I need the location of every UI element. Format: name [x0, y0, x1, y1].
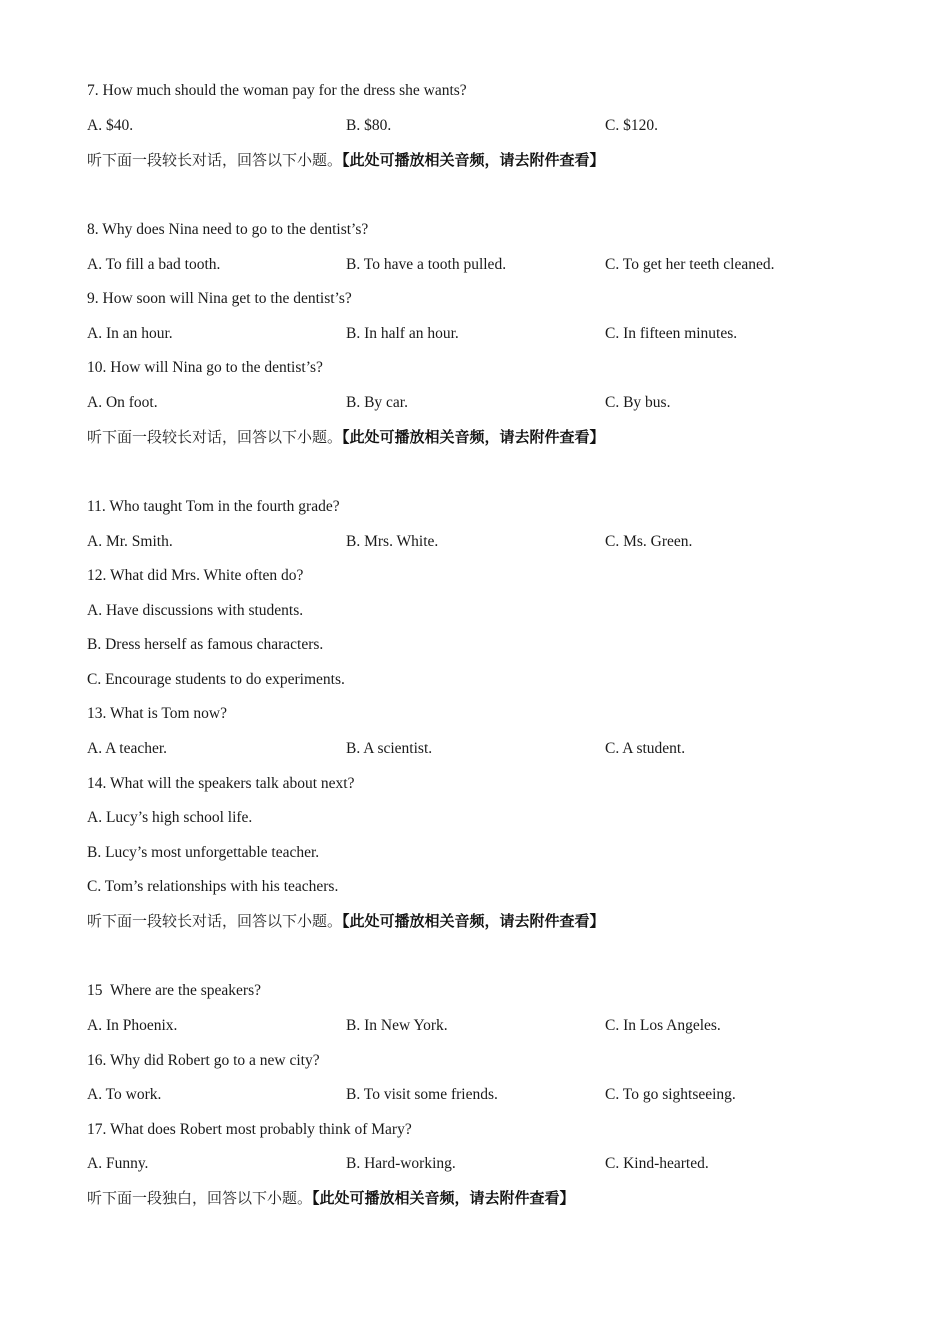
question-17-options: [87, 1154, 887, 1174]
question-16: 16. Why did Robert go to a new city?: [87, 1052, 320, 1069]
audio-placeholder-link[interactable]: 【此处可播放相关音频，请去附件查看】: [342, 428, 605, 446]
question-10-options: [87, 393, 887, 413]
option-b: B. In New York.: [346, 1017, 448, 1034]
option-c: C. In Los Angeles.: [605, 1017, 721, 1034]
audio-placeholder-link[interactable]: 【此处可播放相关音频，请去附件查看】: [342, 151, 605, 169]
option-c: C. Encourage students to do experiments.: [87, 671, 345, 688]
listening-instruction: [87, 150, 605, 170]
question-7-options: [87, 116, 887, 136]
question-14: 14. What will the speakers talk about next?: [87, 775, 355, 792]
option-b: B. Mrs. White.: [346, 533, 439, 550]
option-a: A. A teacher.: [87, 740, 168, 757]
instruction-text: 听下面一段较长对话，回答以下小题。: [87, 912, 343, 930]
option-c: C. A student.: [605, 740, 686, 757]
option-a: A. To fill a bad tooth.: [87, 256, 221, 273]
audio-placeholder-link[interactable]: 【此处可播放相关音频，请去附件查看】: [312, 1189, 575, 1207]
option-a: A. Have discussions with students.: [87, 602, 304, 619]
listening-instruction: [87, 427, 605, 447]
question-15: 15 Where are the speakers?: [87, 982, 261, 999]
option-c: C. By bus.: [605, 394, 671, 411]
option-c: C. Kind-hearted.: [605, 1155, 709, 1172]
question-7: 7. How much should the woman pay for the dress she wants?: [87, 82, 467, 99]
option-b: B. Hard-working.: [346, 1155, 456, 1172]
question-12: 12. What did Mrs. White often do?: [87, 567, 304, 584]
option-c: C. In fifteen minutes.: [605, 325, 738, 342]
option-c: C. Ms. Green.: [605, 533, 693, 550]
listening-instruction: [87, 1188, 575, 1208]
option-a: A. In Phoenix.: [87, 1017, 178, 1034]
option-b: B. Lucy’s most unforgettable teacher.: [87, 844, 320, 861]
option-c: C. $120.: [605, 117, 658, 134]
question-11-options: [87, 532, 887, 552]
option-a: A. To work.: [87, 1086, 162, 1103]
question-17: 17. What does Robert most probably think of Mary?: [87, 1121, 412, 1138]
question-16-options: [87, 1085, 887, 1105]
option-b: B. A scientist.: [346, 740, 433, 757]
instruction-text: 听下面一段独白，回答以下小题。: [87, 1189, 313, 1207]
option-c: C. To get her teeth cleaned.: [605, 256, 775, 273]
question-8: 8. Why does Nina need to go to the dentist’s?: [87, 221, 369, 238]
audio-placeholder-link[interactable]: 【此处可播放相关音频，请去附件查看】: [342, 912, 605, 930]
option-b: B. Dress herself as famous characters.: [87, 636, 324, 653]
option-a: A. In an hour.: [87, 325, 173, 342]
question-13: 13. What is Tom now?: [87, 705, 227, 722]
option-a: A. Lucy’s high school life.: [87, 809, 253, 826]
question-13-options: [87, 739, 887, 759]
question-15-options: [87, 1016, 887, 1036]
question-9: 9. How soon will Nina get to the dentist’s?: [87, 290, 352, 307]
option-c: C. Tom’s relationships with his teachers.: [87, 878, 339, 895]
option-a: A. Funny.: [87, 1155, 149, 1172]
option-a: A. Mr. Smith.: [87, 533, 173, 550]
option-a: A. On foot.: [87, 394, 158, 411]
option-b: B. In half an hour.: [346, 325, 459, 342]
option-c: C. To go sightseeing.: [605, 1086, 736, 1103]
question-8-options: [87, 255, 887, 275]
option-b: B. To have a tooth pulled.: [346, 256, 507, 273]
question-10: 10. How will Nina go to the dentist’s?: [87, 359, 323, 376]
listening-instruction: [87, 911, 605, 931]
option-b: B. To visit some friends.: [346, 1086, 498, 1103]
question-9-options: [87, 324, 887, 344]
option-b: B. $80.: [346, 117, 392, 134]
question-11: 11. Who taught Tom in the fourth grade?: [87, 498, 340, 515]
option-b: B. By car.: [346, 394, 408, 411]
instruction-text: 听下面一段较长对话，回答以下小题。: [87, 151, 343, 169]
instruction-text: 听下面一段较长对话，回答以下小题。: [87, 428, 343, 446]
option-a: A. $40.: [87, 117, 134, 134]
